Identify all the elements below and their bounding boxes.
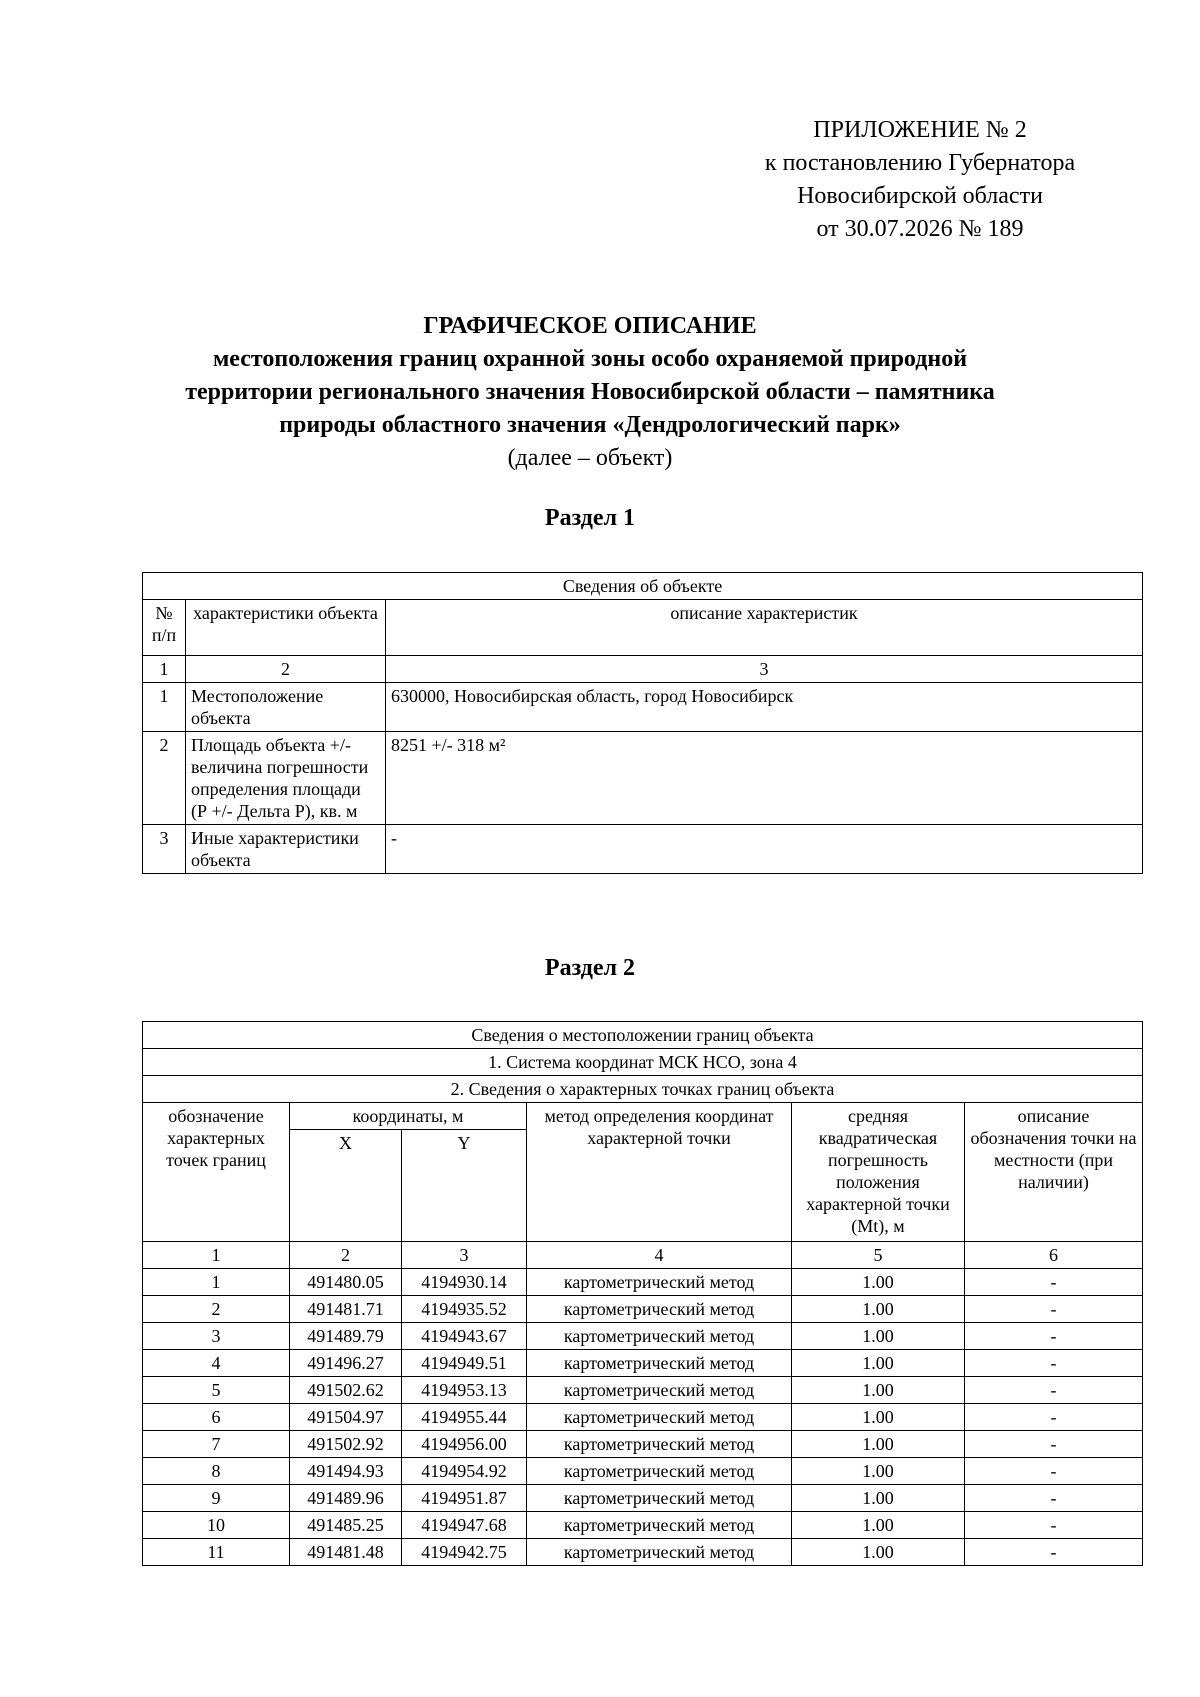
point-description: - bbox=[965, 1323, 1143, 1350]
point-description: - bbox=[965, 1431, 1143, 1458]
header-error: средняя квадратическая погрешность положения характерной точки (Mt), м bbox=[792, 1103, 965, 1242]
point-x: 491481.48 bbox=[290, 1539, 402, 1566]
point-number: 1 bbox=[143, 1269, 290, 1296]
point-description: - bbox=[965, 1458, 1143, 1485]
point-error: 1.00 bbox=[792, 1377, 965, 1404]
col-number: 1 bbox=[143, 656, 186, 683]
boundary-points-table bbox=[142, 1021, 1143, 1566]
object-info-table bbox=[142, 572, 1143, 874]
object-info-table-title: Сведения об объекте bbox=[143, 573, 1143, 600]
point-y: 4194942.75 bbox=[402, 1539, 527, 1566]
point-error: 1.00 bbox=[792, 1539, 965, 1566]
point-method: картометрический метод bbox=[527, 1485, 792, 1512]
point-method: картометрический метод bbox=[527, 1323, 792, 1350]
point-number: 3 bbox=[143, 1323, 290, 1350]
table-row bbox=[143, 825, 1143, 874]
document-subtitle-line-3: природы областного значения «Дендрологический парк» bbox=[279, 412, 901, 438]
col-number: 3 bbox=[386, 656, 1143, 683]
point-method: картометрический метод bbox=[527, 1458, 792, 1485]
point-x: 491496.27 bbox=[290, 1350, 402, 1377]
point-description: - bbox=[965, 1269, 1143, 1296]
point-description: - bbox=[965, 1296, 1143, 1323]
header-method: метод определения координат характерной точки bbox=[527, 1103, 792, 1242]
table-row bbox=[143, 1269, 1143, 1296]
header-number: № п/п bbox=[143, 600, 186, 656]
point-error: 1.00 bbox=[792, 1323, 965, 1350]
row-value: 8251 +/- 318 м² bbox=[386, 732, 1143, 825]
point-method: картометрический метод bbox=[527, 1296, 792, 1323]
point-y: 4194947.68 bbox=[402, 1512, 527, 1539]
point-y: 4194943.67 bbox=[402, 1323, 527, 1350]
point-description: - bbox=[965, 1539, 1143, 1566]
document-title: ГРАФИЧЕСКОЕ ОПИСАНИЕ bbox=[423, 313, 757, 339]
point-number: 4 bbox=[143, 1350, 290, 1377]
col-number: 2 bbox=[186, 656, 386, 683]
table-row bbox=[143, 1458, 1143, 1485]
table-row bbox=[143, 1404, 1143, 1431]
section-1-title: Раздел 1 bbox=[544, 505, 636, 531]
point-number: 7 bbox=[143, 1431, 290, 1458]
header-y: Y bbox=[402, 1130, 527, 1242]
document-subtitle-line-1: местоположения границ охранной зоны особо охраняемой природной bbox=[212, 346, 968, 372]
point-error: 1.00 bbox=[792, 1296, 965, 1323]
row-value: 630000, Новосибирская область, город Новосибирск bbox=[386, 683, 1143, 732]
appendix-line-3: Новосибирской области bbox=[797, 183, 1043, 209]
point-x: 491494.93 bbox=[290, 1458, 402, 1485]
point-y: 4194955.44 bbox=[402, 1404, 527, 1431]
point-description: - bbox=[965, 1350, 1143, 1377]
point-description: - bbox=[965, 1404, 1143, 1431]
point-y: 4194951.87 bbox=[402, 1485, 527, 1512]
point-x: 491502.92 bbox=[290, 1431, 402, 1458]
point-error: 1.00 bbox=[792, 1431, 965, 1458]
point-error: 1.00 bbox=[792, 1404, 965, 1431]
table-row bbox=[143, 1350, 1143, 1377]
header-designation: обозначение характерных точек границ bbox=[143, 1103, 290, 1242]
point-error: 1.00 bbox=[792, 1350, 965, 1377]
point-number: 6 bbox=[143, 1404, 290, 1431]
row-number: 3 bbox=[143, 825, 186, 874]
document-subtitle-line-2: территории регионального значения Новосибирской области – памятника bbox=[185, 379, 995, 405]
point-y: 4194935.52 bbox=[402, 1296, 527, 1323]
point-method: картометрический метод bbox=[527, 1269, 792, 1296]
points-body bbox=[143, 1269, 1143, 1566]
row-name: Иные характеристики объекта bbox=[186, 825, 386, 874]
point-error: 1.00 bbox=[792, 1512, 965, 1539]
table-row bbox=[143, 1431, 1143, 1458]
table-row bbox=[143, 1539, 1143, 1566]
appendix-line-1: ПРИЛОЖЕНИЕ № 2 bbox=[813, 117, 1027, 143]
appendix-line-4: от 30.07.2026 № 189 bbox=[816, 216, 1024, 242]
table-row bbox=[143, 732, 1143, 825]
point-description: - bbox=[965, 1512, 1143, 1539]
row-value: - bbox=[386, 825, 1143, 874]
document-note: (далее – объект) bbox=[507, 445, 673, 471]
boundary-table-title: Сведения о местоположении границ объекта bbox=[143, 1022, 1143, 1049]
point-y: 4194953.13 bbox=[402, 1377, 527, 1404]
col-number: 4 bbox=[527, 1242, 792, 1269]
header-description: описание обозначения точки на местности (при наличии) bbox=[965, 1103, 1143, 1242]
point-y: 4194956.00 bbox=[402, 1431, 527, 1458]
row-number: 1 bbox=[143, 683, 186, 732]
table-row bbox=[143, 1296, 1143, 1323]
col-number: 1 bbox=[143, 1242, 290, 1269]
appendix-line-2: к постановлению Губернатора bbox=[764, 150, 1076, 176]
point-number: 8 bbox=[143, 1458, 290, 1485]
col-number: 3 bbox=[402, 1242, 527, 1269]
point-x: 491489.79 bbox=[290, 1323, 402, 1350]
col-number: 6 bbox=[965, 1242, 1143, 1269]
coordinate-system: 1. Система координат МСК НСО, зона 4 bbox=[143, 1049, 1143, 1076]
header-characteristics: характеристики объекта bbox=[186, 600, 386, 656]
point-method: картометрический метод bbox=[527, 1377, 792, 1404]
point-number: 10 bbox=[143, 1512, 290, 1539]
table-row bbox=[143, 1512, 1143, 1539]
header-description: описание характеристик bbox=[386, 600, 1143, 656]
point-description: - bbox=[965, 1377, 1143, 1404]
point-x: 491504.97 bbox=[290, 1404, 402, 1431]
appendix-block bbox=[710, 114, 1130, 246]
document-heading bbox=[130, 310, 1050, 475]
point-number: 11 bbox=[143, 1539, 290, 1566]
col-number: 2 bbox=[290, 1242, 402, 1269]
point-method: картометрический метод bbox=[527, 1512, 792, 1539]
table-row bbox=[143, 1485, 1143, 1512]
point-method: картометрический метод bbox=[527, 1350, 792, 1377]
col-number: 5 bbox=[792, 1242, 965, 1269]
point-method: картометрический метод bbox=[527, 1431, 792, 1458]
table-row bbox=[143, 683, 1143, 732]
point-y: 4194949.51 bbox=[402, 1350, 527, 1377]
point-x: 491485.25 bbox=[290, 1512, 402, 1539]
table-row bbox=[143, 1377, 1143, 1404]
point-error: 1.00 bbox=[792, 1458, 965, 1485]
point-number: 9 bbox=[143, 1485, 290, 1512]
point-error: 1.00 bbox=[792, 1485, 965, 1512]
point-description: - bbox=[965, 1485, 1143, 1512]
section-2-title: Раздел 2 bbox=[544, 955, 636, 981]
point-number: 5 bbox=[143, 1377, 290, 1404]
header-coordinates: координаты, м bbox=[290, 1103, 527, 1130]
point-x: 491481.71 bbox=[290, 1296, 402, 1323]
row-name: Местоположение объекта bbox=[186, 683, 386, 732]
header-x: X bbox=[290, 1130, 402, 1242]
point-method: картометрический метод bbox=[527, 1539, 792, 1566]
point-y: 4194930.14 bbox=[402, 1269, 527, 1296]
points-title: 2. Сведения о характерных точках границ объекта bbox=[143, 1076, 1143, 1103]
point-number: 2 bbox=[143, 1296, 290, 1323]
point-error: 1.00 bbox=[792, 1269, 965, 1296]
point-y: 4194954.92 bbox=[402, 1458, 527, 1485]
table-row bbox=[143, 1323, 1143, 1350]
point-x: 491480.05 bbox=[290, 1269, 402, 1296]
row-name: Площадь объекта +/- величина погрешности определения площади (Р +/- Дельта Р), кв. м bbox=[186, 732, 386, 825]
point-x: 491502.62 bbox=[290, 1377, 402, 1404]
point-x: 491489.96 bbox=[290, 1485, 402, 1512]
point-method: картометрический метод bbox=[527, 1404, 792, 1431]
row-number: 2 bbox=[143, 732, 186, 825]
